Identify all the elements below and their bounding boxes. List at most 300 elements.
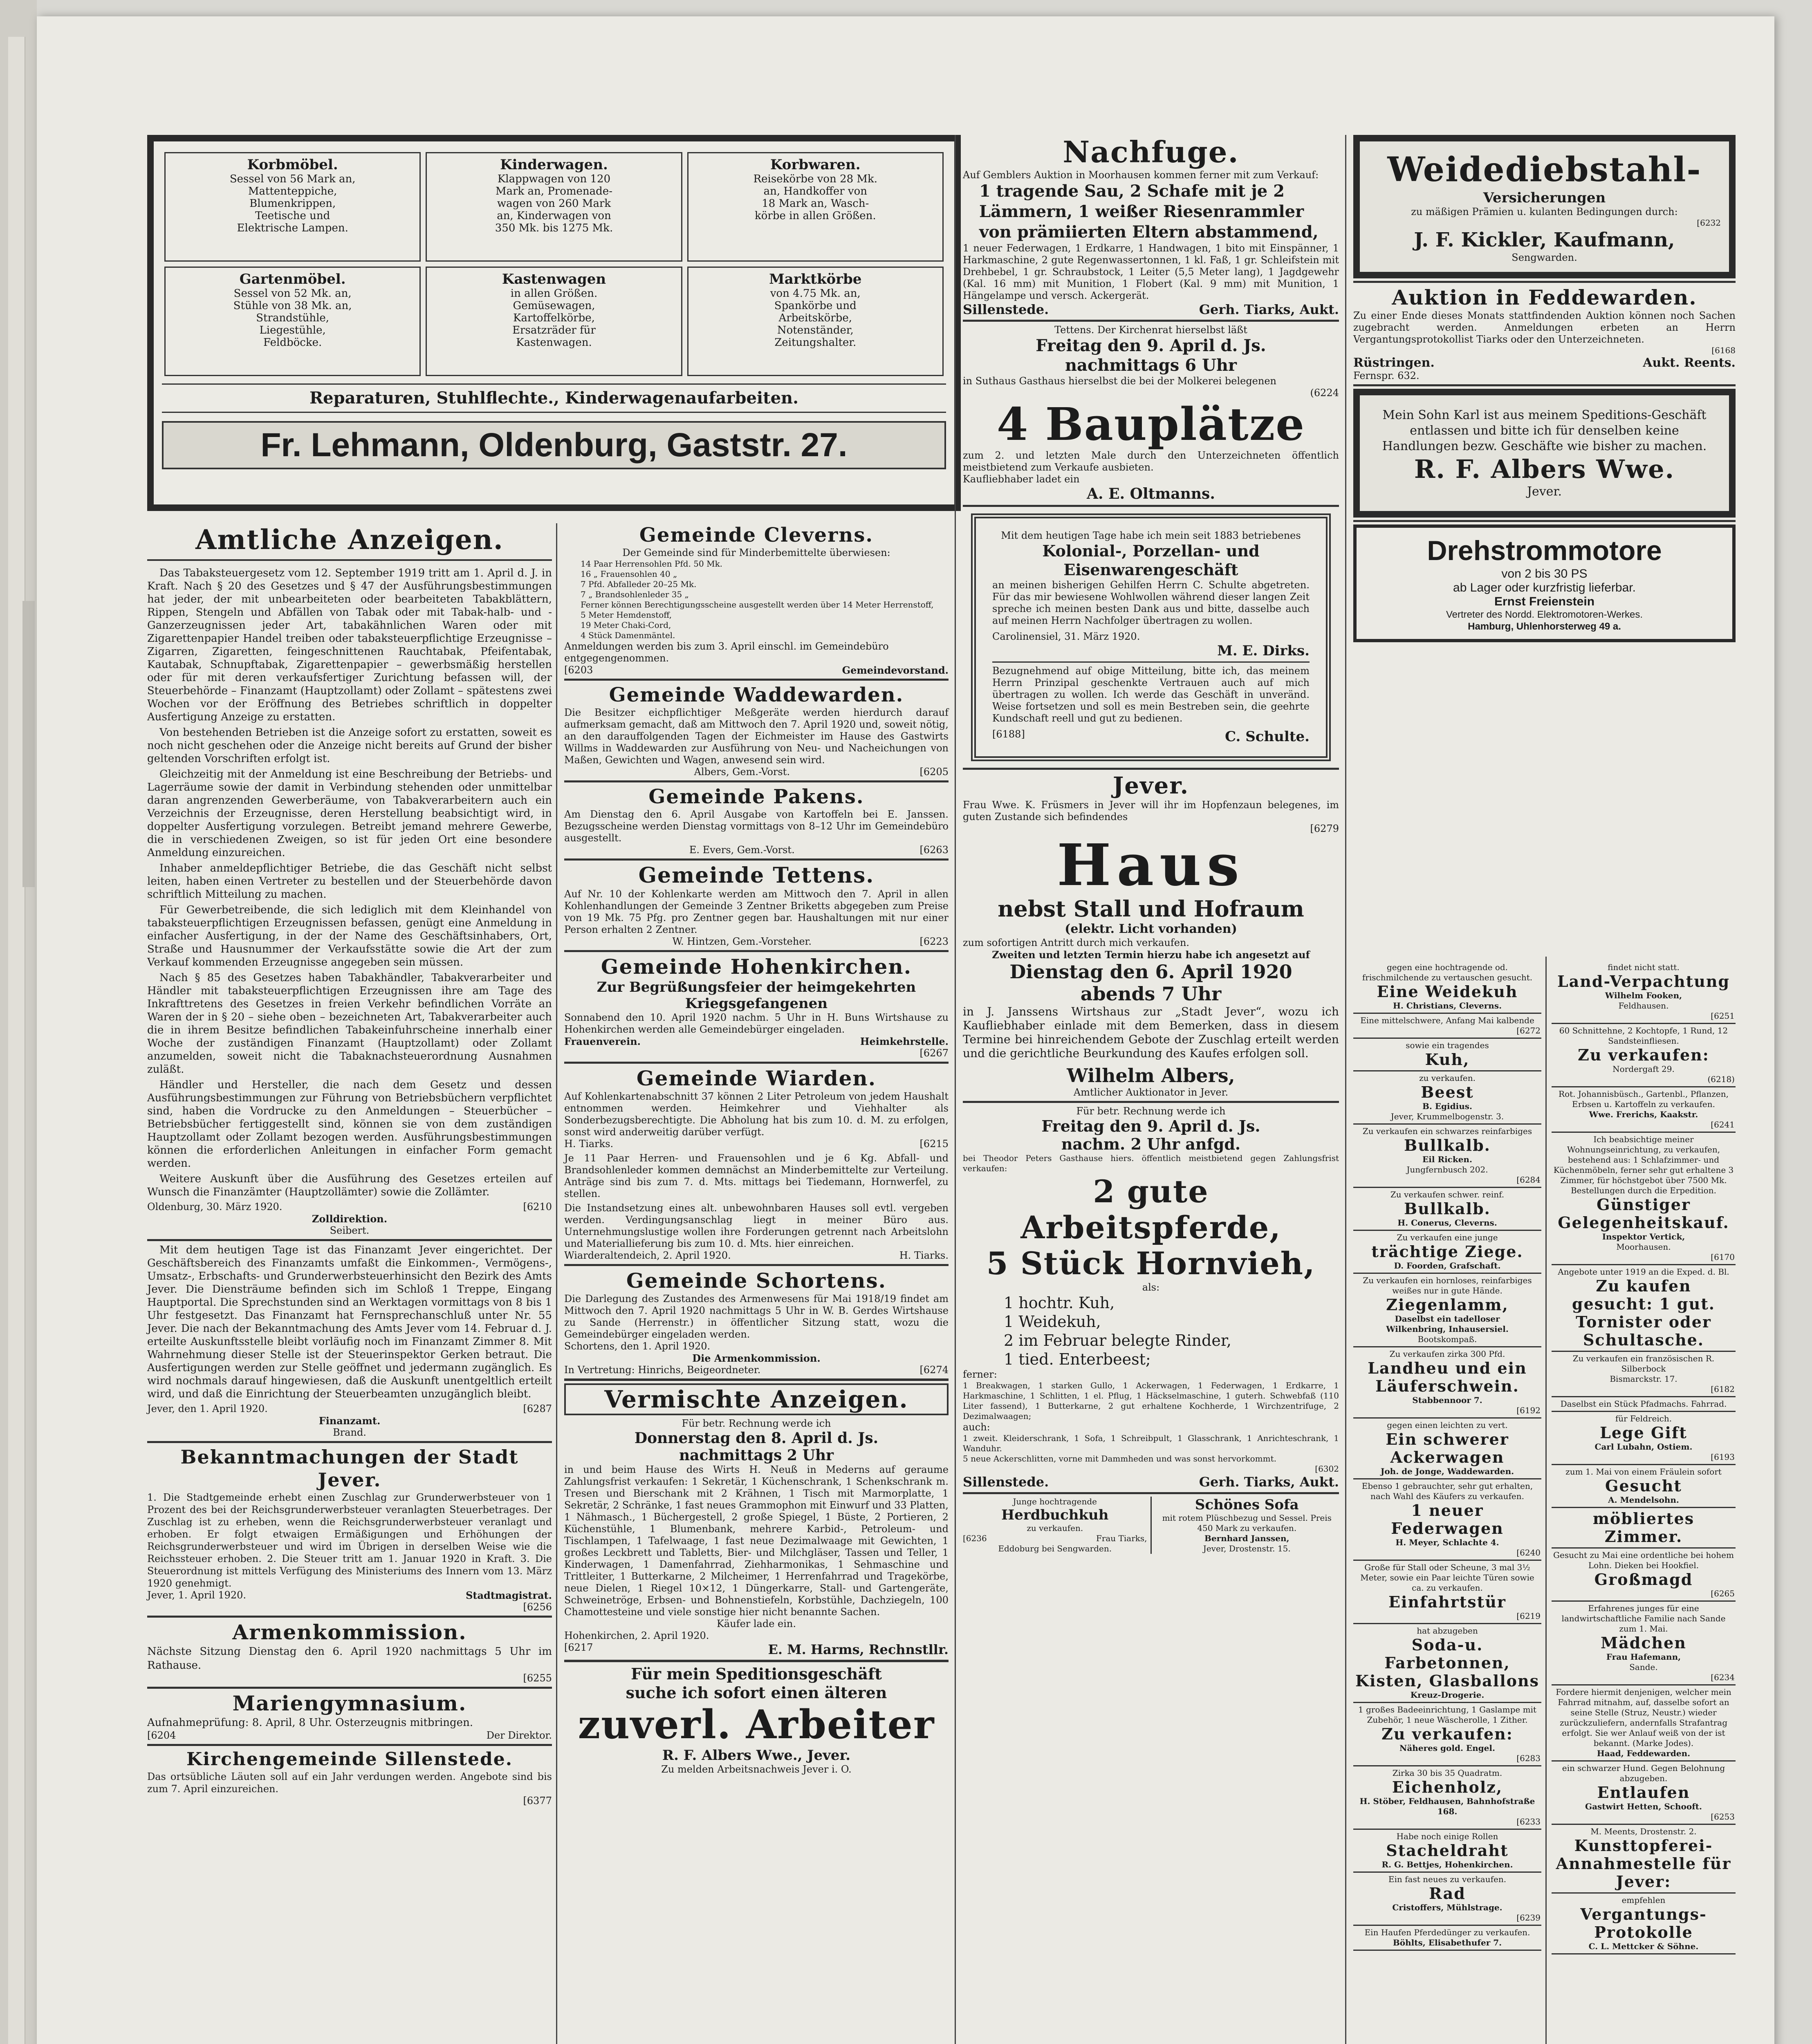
- classified-sign: Cristoffers, Mühlstrage.: [1392, 1903, 1503, 1912]
- kirchen-text: Das ortsübliche Läuten soll auf ein Jahr verdungen werden. Angebote sind bis zum 7. April einzureichen.: [147, 1771, 552, 1795]
- classified-head: Zu verkaufen:: [1381, 1725, 1513, 1743]
- classified-head: Lege Gift: [1600, 1423, 1687, 1442]
- classified-sign: C. L. Mettcker & Söhne.: [1588, 1941, 1699, 1951]
- pferde-big2: 5 Stück Hornvieh,: [986, 1245, 1316, 1282]
- classified-num: [6240: [1516, 1548, 1541, 1558]
- lehmann-cell-line: Elektrische Lampen.: [237, 222, 348, 234]
- drehstrom-ad: [1353, 524, 1736, 642]
- wiarden-p2: Je 11 Paar Herren- und Frauensohlen und je 6 Kg. Abfall- und Brandsohlenleder kommen demnächst an Minderbemittelte zur Verteilung. Anträge sind bis zum 7. d. Mts. mittags bei Tiedemann, Hornwerfel, zu stellen.: [564, 1152, 949, 1199]
- wiarden-num1: [6215: [919, 1138, 949, 1150]
- lehmann-cell-line: Teetische und: [255, 210, 330, 222]
- classified-head: trächtige Ziege.: [1371, 1242, 1523, 1261]
- lehmann-cell-line: Klappwagen von 120: [497, 173, 611, 185]
- small-ads-left: [1353, 961, 1541, 2044]
- classified-text: Zu verkaufen eine junge: [1397, 1233, 1498, 1242]
- classified-num: [6192: [1516, 1405, 1541, 1415]
- pferde-item: 1 hochtr. Kuh,: [1004, 1294, 1115, 1312]
- clevern-item: 14 Paar Herrensohlen Pfd. 50 Mk.: [581, 559, 723, 569]
- classified-place: Jungfernbusch 202.: [1406, 1165, 1488, 1174]
- classified-head: Großmagd: [1594, 1570, 1693, 1589]
- tettens-bauplaetze-ad: [963, 324, 1339, 502]
- pferde-num: [6302: [1315, 1464, 1339, 1474]
- dirks-num: [6188]: [992, 728, 1025, 740]
- nachfuge-title: Nachfuge.: [1063, 134, 1239, 169]
- haus-title: Jever.: [1112, 772, 1189, 799]
- amtliche-title: Amtliche Anzeigen.: [147, 523, 552, 561]
- classified-text: hat abzugeben: [1417, 1626, 1478, 1636]
- amtliche-sign2: Seibert.: [330, 1225, 370, 1236]
- pakens-title: Gemeinde Pakens.: [648, 785, 864, 808]
- classified-sign: Näheres gold. Engel.: [1399, 1743, 1495, 1753]
- clevern-item: 7 „ Brandsohlenleder 35 „: [581, 589, 689, 599]
- armen-text: Nächste Sitzung Dienstag den 6. April 1920 nachmittags 5 Uhr im Rathause.: [147, 1645, 552, 1672]
- classified-num: [6170: [1711, 1252, 1735, 1262]
- pferde-item: 1 tied. Enterbeest;: [1004, 1350, 1151, 1368]
- mariengym-sign: Der Direktor.: [486, 1730, 552, 1741]
- haus-sub2: (elektr. Licht vorhanden): [1065, 922, 1237, 936]
- lehmann-cell-title: Korbmöbel.: [247, 157, 338, 173]
- classified-text: Daselbst ein Stück Pfadmachs. Fahrrad.: [1560, 1399, 1727, 1409]
- classified-text: Habe noch einige Rollen: [1396, 1831, 1498, 1841]
- book-binding-edge: [0, 0, 37, 2044]
- weide-firm: J. F. Kickler, Kaufmann,: [1414, 229, 1675, 251]
- classified-text: 60 Schnittehne, 2 Kochtopfe, 1 Rund, 12 Sandsteinfliesen.: [1559, 1026, 1728, 1046]
- classified-num: [6193: [1711, 1452, 1735, 1462]
- lehmann-cell-title: Korbwaren.: [770, 157, 861, 173]
- classified-num: [6182: [1711, 1384, 1735, 1394]
- classified-head: Entlaufen: [1597, 1783, 1690, 1802]
- classified-sign2: Wilkenbring, Inhausersiel.: [1386, 1324, 1509, 1334]
- lehmann-cell-line: Feldböcke.: [263, 336, 322, 349]
- classified-place: Feldhausen.: [1618, 1001, 1669, 1011]
- pferde-item: 1 Weidekuh,: [1004, 1313, 1101, 1331]
- column-rule: [955, 135, 956, 2044]
- arbeiter-line2: suche ich sofort einen älteren: [626, 1683, 887, 1702]
- auktion-feddewarden-ad: [1353, 285, 1736, 382]
- amtliche-paragraph: Weitere Auskunft über die Ausführung des Gesetzes erteilen auf Wunsch die Finanzämter (Hauptzollämter) sowie die Zollämter.: [147, 1173, 552, 1198]
- schortens-title: Gemeinde Schortens.: [626, 1269, 887, 1293]
- classified-num: [6233: [1516, 1817, 1541, 1827]
- hohenkirchen-sign2: Heimkehrstelle.: [860, 1035, 949, 1047]
- classified-num: [6219: [1516, 1611, 1541, 1621]
- classified-ad: [1552, 961, 1736, 1024]
- classified-text: Erfahrenes junges für eine landwirtschaftliche Familie nach Sande zum 1. Mai.: [1561, 1603, 1726, 1634]
- weidediebstahl-ad: [1353, 135, 1736, 278]
- stadt-text: 1. Die Stadtgemeinde erhebt einen Zuschlag zur Grunderwerbsteuer von 1 Prozent des bei der Reichsgrunderwerbsteuer veranlagten Steuerbetrages. Der Zuschlag ist zu erheben, wenn die Reichsgrunderwerbsteuer veranlagt und erhoben. Er folgt etwaigen Ermäßigungen und Erhöhungen der Reichsgrunderwerbsteuer und wird im Übrigen in derselben Weise wie die Reichssteuer erhoben. 2. Die Steuer tritt am 1. Januar 1920 in Kraft. 3. Die Steuerordnung ist mittels Verfügung des Ministeriums des Innern vom 13. März 1920 genehmigt.: [147, 1492, 552, 1589]
- classified-ad: [1353, 1039, 1541, 1071]
- newspaper-page: [37, 16, 1774, 2044]
- amtliche-paragraph: Nach § 85 des Gesetzes haben Tabakhändler, Tabakverarbeiter und Händler mit tabaksteuerpflichtigen Erzeugnissen ihre am Tage des Inkrafttretens des Gesetzes in freien Verkehr befindlichen Vorräte an Waren der in § 20 – siehe oben – bezeichneten Art, Tabakverarbeiter auch die in ihrem Besitze befindlichen Tabakeinfuhrscheine innerhalb einer Woche der zuständigen Finanzamt (Hauptzollamt) oder Zollamt anzumelden, soweit nicht die Tabaknachsteuerordnung Ausnahmen zuläßt.: [147, 972, 552, 1076]
- classified-ad: [1552, 1762, 1736, 1825]
- pakens-notice: [564, 785, 949, 856]
- wiarden-title: Gemeinde Wiarden.: [636, 1066, 877, 1090]
- hohenkirchen-notice: [564, 955, 949, 1059]
- lehmann-cell: [687, 267, 944, 376]
- classified-text: Eine mittelschwere, Anfang Mai kalbende: [1360, 1015, 1534, 1025]
- finanzamt-text: Mit dem heutigen Tage ist das Finanzamt Jever eingerichtet. Der Geschäftsbereich des Finanzamts umfaßt die Einkommen-, Vermögens-, Umsatz-, Erbschafts- und Grunderwerbsteuerhinsicht den Bezirk des Amts Jever. Die Diensträume befinden sich im Schloß 1 Treppe, Eingang Hauptportal. Die Sprechstunden sind an Werktagen vormittags von 8 bis 1 Uhr festgesetzt. Das Finanzamt hat Fernsprechanschluß unter Nr. 55 Jever. Die nach der Bekanntmachung des Amts Jever vom 14. Februar d. J. erteilte Auskunftsstelle bleibt vorläufig noch im Finanzamt Zimmer 8. Mit Wahrnehmung dieser Stelle ist der Steuerinspektor Gerken betraut. Die Ausfertigungen werden zur Stelle geöffnet und jedermann zugänglich. Es wird nochmals darauf hingewiesen, daß die Auskunft unentgeltlich erteilt wird, und daß die Einrichtung der Steuerbeamten unzugänglich bleibt.: [147, 1244, 552, 1400]
- classified-head: Bullkalb.: [1404, 1199, 1491, 1218]
- herdbuch-sign: Frau Tiarks,: [1096, 1533, 1147, 1543]
- pferde-text4: 5 neue Ackerschlitten, vorne mit Dammheden und was sonst hervorkommt.: [963, 1454, 1276, 1464]
- fedd-sign: Aukt. Reents.: [1643, 356, 1736, 370]
- albers-firm: R. F. Albers Wwe.: [1414, 454, 1675, 484]
- clevern-title: Gemeinde Cleverns.: [639, 524, 874, 547]
- nachfuge-ad: [963, 135, 1339, 317]
- classified-head: Rad: [1429, 1884, 1466, 1903]
- finanzamt-place-date: Jever, den 1. April 1920.: [147, 1403, 268, 1414]
- haus-sub: nebst Stall und Hofraum: [998, 896, 1304, 922]
- albers-spedition-ad: [1353, 389, 1736, 518]
- pferde-text3: 1 zweit. Kleiderschrank, 1 Sofa, 1 Schreibpult, 1 Glasschrank, 1 Anrichteschrank, 1 Wanduhr.: [963, 1433, 1339, 1453]
- dreh-text1: von 2 bis 30 PS: [1501, 567, 1588, 580]
- classified-num: [6284: [1516, 1175, 1541, 1185]
- mariengym-text: Aufnahmeprüfung: 8. April, 8 Uhr. Osterzeugnis mitbringen.: [147, 1717, 473, 1729]
- weide-text: zu mäßigen Prämien u. kulanten Bedingungen durch:: [1411, 206, 1678, 217]
- classified-place: Sande.: [1629, 1662, 1658, 1672]
- classified-num: [6265: [1711, 1589, 1735, 1598]
- classified-sign: B. Egidius.: [1422, 1101, 1472, 1111]
- weide-sub: Versicherungen: [1483, 190, 1606, 206]
- classified-text: gegen eine hochtragende od. frischmilchende zu vertauschen gesucht.: [1362, 962, 1533, 982]
- lehmann-cell-line: von 4.75 Mk. an,: [770, 287, 861, 300]
- wiarden-p3: Die Instandsetzung eines alt. unbewohnbaren Hauses soll evtl. vergeben werden. Verdingungsanschlag liegt in meiner Büro aus. Unternehmungslustige wollen ihre Forderungen getrennt nach Arbeitslohn und Materiallieferung bis zum 10. d. Mts. hier einreichen.: [564, 1202, 949, 1249]
- classified-sign: Haad, Feddewarden.: [1597, 1748, 1691, 1758]
- pferde-big1: 2 gute Arbeitspferde,: [1020, 1173, 1281, 1246]
- fedd-title: Auktion in Feddewarden.: [1392, 285, 1697, 309]
- wiarden-notice: [564, 1066, 949, 1262]
- classified-head: Landheu und ein Läuferschwein.: [1368, 1359, 1527, 1395]
- classified-ad: [1552, 1825, 1736, 1894]
- classified-num: (6218): [1707, 1074, 1735, 1084]
- classified-ad: [1353, 1830, 1541, 1873]
- vermischte-date2: nachmittags 2 Uhr: [679, 1447, 834, 1464]
- haus-text2: zum sofortigen Antritt durch mich verkaufen.: [963, 937, 1190, 948]
- wiarden-sign2: H. Tiarks.: [899, 1250, 949, 1261]
- classified-sign: Eil Ricken.: [1422, 1154, 1472, 1164]
- classified-head: Beest: [1421, 1083, 1474, 1101]
- dirks-place-date: Carolinensiel, 31. März 1920.: [992, 631, 1140, 642]
- pferde-date2: nachm. 2 Uhr anfgd.: [1061, 1135, 1241, 1153]
- lehmann-cell-line: Strandstühle,: [256, 312, 330, 324]
- column-gemeinden: [564, 523, 949, 2044]
- classified-ad: [1353, 1624, 1541, 1703]
- dreh-firm: Ernst Freienstein: [1494, 595, 1595, 608]
- lehmann-cell-line: Kastenwagen.: [516, 336, 592, 349]
- lehmann-cell-title: Marktkörbe: [769, 271, 862, 287]
- classified-ad: [1552, 1352, 1736, 1397]
- clevern-item: Ferner können Berechtigungsscheine ausgestellt werden über 14 Meter Herrenstoff,: [581, 600, 934, 610]
- classified-ad: [1353, 1766, 1541, 1830]
- lehmann-cell-line: Ersatzräder für: [512, 324, 596, 336]
- amtliche-paragraph: Von bestehenden Betrieben ist die Anzeige sofort zu erstatten, soweit es noch nicht geschehen oder die Anzeige nicht bereits auf Grund der bisher geltenden Vorschriften erfolgt ist.: [147, 726, 552, 765]
- classified-head: Kuh,: [1425, 1050, 1470, 1069]
- pferde-ad: [963, 1105, 1339, 1490]
- vermischte-title: Vermischte Anzeigen.: [564, 1383, 949, 1415]
- amtliche-sign1: Zolldirektion.: [312, 1213, 388, 1225]
- tettens2-text2: zum 2. und letzten Male durch den Unterzeichneten öffentlich meistbietend zum Verkaufe ausbieten.: [963, 450, 1339, 473]
- amtliche-paragraph: Händler und Hersteller, die nach dem Gesetz und dessen Ausführungsbestimmungen zur Führung von Betriebsbüchern verpflichtet sind, haben die Vordrucke zu den Anmeldungen – Steuerbücher – Betriebsbücher fertiggestellt sind, können sie von dem zuständigen Hauptzollamt oder Zollamt bezogen werden. Ausführungsbestimmungen können die erforderlichen Anleitungen in einfacher Form gemacht werden.: [147, 1079, 552, 1170]
- pferde-intro: Für betr. Rechnung werde ich: [1076, 1105, 1226, 1117]
- pferde-place: Sillenstede.: [963, 1474, 1049, 1490]
- stadt-num: [6256: [523, 1601, 552, 1613]
- classified-ad: [1353, 1926, 1541, 1951]
- amtliche-paragraph: Das Tabaksteuergesetz vom 12. September 1919 tritt am 1. April d. J. in Kraft. Nach § 20 des Gesetzes und § 47 der Ausführungsbestimmungen hat jeder, der mit unbearbeiteten oder bearbeiteten Tabakblättern, Rippen, Stengeln und Abfällen von Tabak oder mit Tabak-halb- und -Ganzerzeugnissen jeder Art, tabakähnlichen Waren oder mit Zigarettenpapier Handel treiben oder tabaksteuerpflichtige Erzeugnisse – Zigarren, Zigaretten, feingeschnittenen Rauchtabak, Pfeifentabak, Kautabak, Schnupftabak, Zigarettenpapier – gewerbsmäßig herstellen oder für mit deren verkaufsfertiger Zurichtung befassen will, der Steuerbehörde – Finanzamt (Hauptzollamt) oder Zollamt – spätestens zwei Wochen vor der Eröffnung des Betriebes schriftlich in doppelter Ausfertigung Anzeige zu erstatten.: [147, 567, 552, 723]
- classified-sign: Wilhelm Fooken,: [1605, 991, 1682, 1000]
- sofa-place: Jever, Drostenstr. 15.: [1203, 1544, 1291, 1553]
- classified-ad: [1353, 1125, 1541, 1188]
- classified-head: Kunsttopferei-Annahmestelle für Jever:: [1556, 1836, 1731, 1891]
- classified-text: Gesucht zu Mai eine ordentliche bei hohem Lohn. Dieken bei Hookfiel.: [1553, 1550, 1734, 1570]
- classified-sign: Inspektor Vertick,: [1602, 1232, 1685, 1242]
- clevern-sign: Gemeindevorstand.: [842, 664, 949, 676]
- vermischte-kaeufer: Käufer lade ein.: [716, 1618, 796, 1629]
- classified-head: Gesucht: [1605, 1477, 1682, 1495]
- classified-head: Vergantungs-Protokolle: [1580, 1905, 1707, 1941]
- classified-text: für Feldreich.: [1615, 1414, 1672, 1423]
- tettens-sign: W. Hintzen, Gem.-Vorsteher.: [672, 936, 812, 947]
- classified-ad: [1353, 1703, 1541, 1766]
- fedd-tel: Fernspr. 632.: [1353, 370, 1420, 381]
- classified-text: M. Meents, Drostenstr. 2.: [1590, 1827, 1697, 1836]
- classified-text: zum 1. Mai von einem Fräulein sofort: [1565, 1467, 1722, 1477]
- haus-date1: Dienstag den 6. April 1920: [1009, 961, 1292, 983]
- classified-text: Ein fast neues zu verkaufen.: [1388, 1874, 1507, 1884]
- albers-text: Mein Sohn Karl ist aus meinem Speditions-Geschäft entlassen und bitte ich für denselben keine Handlungen bezw. Geschäfte wie bisher zu machen.: [1382, 408, 1707, 453]
- classified-head: Zu kaufen gesucht: 1 gut. Tornister oder Schultasche.: [1572, 1277, 1715, 1349]
- classified-ad: [1353, 1873, 1541, 1926]
- schortens-notice: [564, 1269, 949, 1376]
- classified-place: Nordergaft 29.: [1612, 1064, 1675, 1074]
- herdbuch-num: [6236: [963, 1533, 987, 1543]
- classified-sign: A. Mendelsohn.: [1608, 1495, 1679, 1505]
- classified-num: [6239: [1516, 1913, 1541, 1923]
- dirks-p2: Kolonial-, Porzellan- und Eisenwarengeschäft: [1042, 542, 1260, 579]
- lehmann-repair-line: Reparaturen, Stuhlflechte., Kinderwagenaufarbeiten.: [162, 383, 946, 413]
- classified-text: Zu verkaufen ein schwarzes reinfarbiges: [1362, 1126, 1532, 1136]
- arbeiter-firm: R. F. Albers Wwe., Jever.: [662, 1747, 851, 1764]
- classified-head: 1 neuer Federwagen: [1391, 1501, 1504, 1537]
- dirks-sign1: M. E. Dirks.: [1217, 643, 1310, 659]
- herdbuch-place: Eddoburg bei Sengwarden.: [998, 1544, 1112, 1553]
- classified-sign: R. G. Bettjes, Hohenkirchen.: [1381, 1860, 1513, 1869]
- lehmann-cell-line: Mark an, Promenade-: [495, 185, 612, 197]
- haus-text3: Zweiten und letzten Termin hierzu habe ich angesetzt auf: [992, 949, 1310, 961]
- lehmann-cell: [164, 152, 421, 262]
- arbeiter-foot: Zu melden Arbeitsnachweis Jever i. O.: [661, 1764, 852, 1775]
- pakens-sign: E. Evers, Gem.-Vorst.: [689, 844, 795, 856]
- nachfuge-sign: Gerh. Tiarks, Aukt.: [1199, 302, 1339, 317]
- clevern-text: Anmeldungen werden bis zum 3. April einschl. im Gemeindebüro entgegengenommen.: [564, 641, 889, 664]
- weide-place: Sengwarden.: [1511, 252, 1577, 263]
- stadt-sign: Stadtmagistrat.: [466, 1589, 552, 1601]
- haus-ad: [963, 772, 1339, 1098]
- column-amtliche: [147, 523, 552, 2044]
- wiarden-sign1: H. Tiarks.: [564, 1138, 614, 1150]
- fedd-text: Zu einer Ende dieses Monats stattfindenden Auktion können noch Sachen zugebracht werden. Anmeldungen erbeten an Herrn Vergantungsprotokollist Tiarks oder den Unterzeichneten.: [1353, 310, 1736, 345]
- vermischte-intro: Für betr. Rechnung werde ich: [682, 1418, 831, 1429]
- haus-date2: abends 7 Uhr: [1080, 983, 1222, 1005]
- haus-text4: in J. Janssens Wirtshaus zur „Stadt Jever“, wozu ich Kaufliebhaber einlade mit dem Bemerken, dass in diesem Termine bei hinreichendem Gebote der Zuschlag erteilt werden und die gerichtliche Beurkundung des Kaufes erfolgen soll.: [963, 1005, 1339, 1060]
- mariengym-title: Mariengymnasium.: [232, 1691, 467, 1715]
- hohenkirchen-sign1: Frauenverein.: [564, 1035, 641, 1047]
- classified-text: Zu verkaufen schwer. reinf.: [1390, 1190, 1505, 1199]
- hohenkirchen-num: [6267: [919, 1047, 949, 1059]
- classified-text: empfehlen: [1621, 1895, 1666, 1905]
- classified-ad: [1353, 1561, 1541, 1624]
- classified-head: Einfahrtstür: [1388, 1593, 1506, 1611]
- clevern-num: [6203: [564, 664, 593, 676]
- waddewarden-notice: [564, 683, 949, 778]
- column-rule: [556, 523, 557, 2044]
- vermischte-date1: Donnerstag den 8. April d. Js.: [634, 1430, 879, 1447]
- classified-place: Bootskompaß.: [1417, 1334, 1477, 1344]
- schortens-num: [6274: [919, 1364, 949, 1376]
- classified-sign: H. Stöber, Feldhausen, Bahnhofstraße 168.: [1359, 1796, 1535, 1816]
- amtliche-body: [147, 567, 552, 1199]
- classified-place: Bismarckstr. 17.: [1610, 1374, 1677, 1384]
- classified-place: Moorhausen.: [1616, 1242, 1671, 1252]
- column-auktionen: [963, 135, 1339, 2044]
- classified-text: sowie ein tragendes: [1406, 1040, 1489, 1050]
- clevern-item: 7 Pfd. Abfalleder 20–25 Mk.: [581, 579, 697, 589]
- lehmann-cell-line: 18 Mark an, Wasch-: [762, 197, 869, 210]
- herdbuch-line1: Junge hochtragende: [1013, 1497, 1097, 1506]
- classified-ad: [1353, 1479, 1541, 1561]
- classified-text: Fordere hiermit denjenigen, welcher mein Fahrrad mitnahm, auf, dasselbe sofort an seine Stelle (Struz, Neustr.) wieder zurückzuliefern, andernfalls Strafantrag erfolgt. Sie wer Anlauf weiß von der ist bekannt. (Marke Jodes).: [1556, 1687, 1731, 1748]
- column-rule: [1345, 135, 1346, 2044]
- classified-ad: [1552, 1549, 1736, 1602]
- classified-ad: [1552, 1894, 1736, 1954]
- classified-text: Ein Haufen Pferdedünger zu verkaufen.: [1364, 1927, 1530, 1937]
- clevern-notice: [564, 523, 949, 676]
- nachfuge-text: 1 neuer Federwagen, 1 Erdkarre, 1 Handwagen, 1 bito mit Einspänner, 1 Harkmaschine, 2 gute Regenwassertonnen, 1 kl. Faß, 1 gr. Schleifstein mit Drehbebel, 1 gr. Schraubstock, 1 Leiter (5,5 Meter lang), 1 Jagdgewehr (Kal. 16 mm) mit Munition, 1 Flobert (Kal. 9 mm) mit Munition, 1 Hängelampe und versch. Ackergerät.: [963, 242, 1339, 301]
- classified-ad: [1353, 1188, 1541, 1231]
- sofa-sign: Bernhard Janssen,: [1204, 1533, 1289, 1543]
- classified-head: Eine Weidekuh: [1377, 982, 1518, 1001]
- amtliche-place-date: Oldenburg, 30. März 1920.: [147, 1201, 283, 1213]
- bottom-small-ads: [963, 1497, 1339, 1554]
- nachfuge-bigline: 1 tragende Sau, 2 Schafe mit je 2 Lämmern, 1 weißer Riesenrammler von prämiierten Eltern abstammend,: [979, 182, 1319, 242]
- classified-text: Ebenso 1 gebrauchter, sehr gut erhalten, nach Wahl des Käufers zu verkaufen.: [1361, 1481, 1533, 1501]
- schortens-sign1: Die Armenkommission.: [692, 1352, 821, 1364]
- sofa-text: mit rotem Plüschbezug und Sessel. Preis 450 Mark zu verkaufen.: [1162, 1513, 1332, 1533]
- dreh-title: Drehstrommotore: [1427, 535, 1662, 566]
- clevern-item: 19 Meter Chaki-Cord,: [581, 620, 671, 630]
- vermischte-section: [564, 1383, 949, 1657]
- arbeiter-ad: [564, 1665, 949, 1775]
- tettens2-kauf: Kaufliebhaber ladet ein: [963, 473, 1080, 485]
- lehmann-cell: [426, 152, 682, 262]
- classified-sign: H. Christians, Cleverns.: [1393, 1001, 1502, 1011]
- finanzamt-notice: [147, 1244, 552, 1439]
- classified-text: Zu verkaufen ein französischen R. Silberbock: [1572, 1354, 1715, 1374]
- weide-title: Weidediebstahl-: [1387, 150, 1702, 189]
- classified-head: Mädchen: [1601, 1634, 1686, 1652]
- lehmann-cell-line: Stühle von 38 Mk. an,: [233, 300, 352, 312]
- mariengym-notice: [147, 1691, 552, 1741]
- herdbuch-ad: [963, 1497, 1152, 1554]
- tettens-text: Auf Nr. 10 der Kohlenkarte werden am Mittwoch den 7. April in allen Kohlenhandlungen der Gemeinde 3 Zentner Briketts abgegeben zum Preise von 19 Mk. 75 Pfg. pro Zentner gegen bar. Haushaltungen mit nur einer Person erhalten 2 Zentner.: [564, 888, 949, 935]
- lehmann-cell: [426, 267, 682, 376]
- tettens-notice: [564, 863, 949, 948]
- classified-sign: Joh. de Jonge, Waddewarden.: [1380, 1466, 1514, 1476]
- classified-ad: [1552, 1133, 1736, 1265]
- lehmann-cell-line: körbe in allen Größen.: [755, 210, 876, 222]
- classified-text: Zirka 30 bis 35 Quadratm.: [1392, 1768, 1503, 1778]
- classified-ad: [1353, 1419, 1541, 1479]
- clevern-item: 5 Meter Hemdenstoff,: [581, 610, 672, 620]
- nachfuge-intro: Auf Gemblers Auktion in Moorhausen kommen ferner mit zum Verkauf:: [963, 169, 1319, 181]
- amtliche-paragraph: Für Gewerbetreibende, die sich lediglich mit dem Kleinhandel von tabaksteuerpflichtigen Erzeugnissen befassen, genügt eine Anmeldung in einfacher Ausfertigung, in der der Name des Geschäftsinhabers, Ort, Straße und Hausnummer der Verkaufsstätte sowie die Art der zum Verkauf kommenden Erzeugnisse angegeben sein müssen.: [147, 904, 552, 968]
- classified-ad: [1552, 1265, 1736, 1352]
- hohenkirchen-text: Sonnabend den 10. April 1920 nachm. 5 Uhr in H. Buns Wirtshause zu Hohenkirchen werden alle Gemeindebürger eingeladen.: [564, 1012, 949, 1035]
- tettens2-big: 4 Bauplätze: [996, 398, 1305, 450]
- dirks-p4: Bezugnehmend auf obige Mitteilung, bitte ich, das meinem Herrn Prinzipal geschenkte Vertrauen auch auf mich übertragen zu wollen. Ich werde das Geschäft in unveränd. Weise fortsetzen und soll es mein Bestreben sein, die geehrte Kundschaft reell und gut zu bedienen.: [992, 665, 1310, 724]
- classified-head: Eichenholz,: [1392, 1778, 1503, 1796]
- arbeiter-big: zuverl. Arbeiter: [578, 1701, 935, 1748]
- lehmann-cell: [164, 267, 421, 376]
- hohenkirchen-sub: Zur Begrüßungsfeier der heimgekehrten Kriegsgefangenen: [597, 979, 916, 1012]
- dreh-text2: ab Lager oder kurzfristig lieferbar.: [1453, 581, 1636, 594]
- lehmann-cell-line: Spankörbe und: [774, 300, 857, 312]
- classified-ad: [1552, 1465, 1736, 1508]
- dirks-p1: Mit dem heutigen Tage habe ich mein seit 1883 betriebenes: [1001, 530, 1301, 541]
- classified-ad: [1353, 1274, 1541, 1347]
- lehmann-cell: [687, 152, 944, 262]
- classified-text: Zu verkaufen zirka 300 Pfd.: [1389, 1349, 1505, 1359]
- tettens2-intro: Tettens. Der Kirchenrat hierselbst läßt: [1054, 324, 1247, 336]
- pferde-item: 2 im Februar belegte Rinder,: [1004, 1331, 1231, 1349]
- lehmann-cell-title: Kastenwagen: [502, 271, 606, 287]
- small-ads-right: [1552, 961, 1736, 2044]
- tettens2-date1: Freitag den 9. April d. Js.: [1036, 336, 1266, 355]
- stadt-title: Bekanntmachungen der Stadt Jever.: [180, 1446, 519, 1491]
- vermischte-text: in und beim Hause des Wirts H. Neuß in Mederns auf geraume Zahlungsfrist verkaufen: 1 Sekretär, 1 Küchenschrank, 1 Schenkschrank m. Tresen und Bierschank mit 2 Krähnen, 1 Tisch mit Marmorplatte, 1 Sekretär, 2 Schränke, 1 fast neues Grammophon mit Einwurf und 33 Platten, 1 Nähmasch., 1 Büchergestell, 2 große Spiegel, 1 Büste, 2 Portieren, 2 Küchenstühle, 1 Blumenbank, mehrere Karbid-, Petroleum- und Tischlampen, 1 Tafelwaage, 1 fast neue Dezimalwaage mit Gewichten, 1 großes Leckbrett und Tabletts, Bier- und Milchgläser, Tassen und Teller, 1 Kinderwagen, 1 Damenfahrrad, Ziehharmonikas, 1 Sehmaschine und Trittleiter, 1 Butterkarne, 2 Milcheimer, 1 Herrenfahrrad und Tragekörbe, neue Dielen, 1 Riegel 10×12, 1 Düngerkarre, Stall- und Gartengeräte, Schweinetröge, Erbsen- und Bohnenstiefeln, Korbstühle, Dachziegeln, 100 Chamottesteine und viele sonstige hier nicht benannte Sachen.: [564, 1464, 949, 1618]
- lehmann-cell-line: Gemüsewagen,: [513, 300, 595, 312]
- classified-ad: [1552, 1024, 1736, 1087]
- lehmann-cell-line: an, Kinderwagen von: [497, 210, 611, 222]
- column-rule: [1545, 957, 1547, 2044]
- schortens-sign2: In Vertretung: Hinrichs, Beigeordneter.: [564, 1364, 761, 1376]
- sofa-big: Schönes Sofa: [1195, 1497, 1299, 1513]
- vermischte-place-date: Hohenkirchen, 2. April 1920.: [564, 1630, 709, 1641]
- classified-text: Angebote unter 1919 an die Exped. d. Bl.: [1558, 1267, 1729, 1277]
- lehmann-cell-line: in allen Größen.: [510, 287, 598, 300]
- stadt-place-date: Jever, 1. April 1920.: [147, 1589, 247, 1601]
- tettens2-sign: A. E. Oltmanns.: [1087, 485, 1215, 502]
- classified-text: 1 großes Badeeinrichtung, 1 Gaslampe mit Zubehör, 1 neue Wäscherolle, 1 Zither.: [1358, 1705, 1536, 1725]
- kirchen-num: [6377: [523, 1795, 552, 1806]
- classified-num: [6241: [1711, 1120, 1735, 1130]
- lehmann-cell-line: Sessel von 52 Mk. an,: [233, 287, 352, 300]
- lehmann-cell-line: Kartoffelkörbe,: [513, 312, 595, 324]
- classified-sign: Carl Lubahn, Ostiem.: [1594, 1442, 1693, 1452]
- clevern-item: 4 Stück Damenmäntel.: [581, 630, 675, 640]
- kirchen-notice: [147, 1748, 552, 1807]
- schortens-text: Die Darlegung des Zustandes des Armenwesens für Mai 1918/19 findet am Mittwoch den 7. April 1920 nachmittags 5 Uhr in W. B. Gerdes Wirtshause zu Sande (Herrenstr.) in öffentlicher Sitzung statt, wozu die Gemeindebürger eingeladen werden.: [564, 1293, 949, 1340]
- classified-sign: D. Foorden, Grafschaft.: [1394, 1261, 1501, 1271]
- lehmann-cell-line: Reisekörbe von 28 Mk.: [753, 173, 878, 185]
- lehmann-cell-line: Mattenteppiche,: [248, 185, 337, 197]
- lehmann-cell-line: 350 Mk. bis 1275 Mk.: [495, 222, 613, 234]
- finanzamt-sign2: Brand.: [333, 1427, 366, 1438]
- herdbuch-big: Herdbuchkuh: [1001, 1507, 1109, 1523]
- nachfuge-place: Sillenstede.: [963, 302, 1049, 317]
- dreh-text3: Vertreter des Nordd. Elektromotoren-Werkes.: [1446, 609, 1643, 620]
- classified-text: ein schwarzer Hund. Gegen Belohnung abzugeben.: [1562, 1763, 1725, 1783]
- classified-head: Soda-u. Farbetonnen, Kisten, Glasballons: [1355, 1636, 1539, 1690]
- finanzamt-num: [6287: [523, 1403, 552, 1414]
